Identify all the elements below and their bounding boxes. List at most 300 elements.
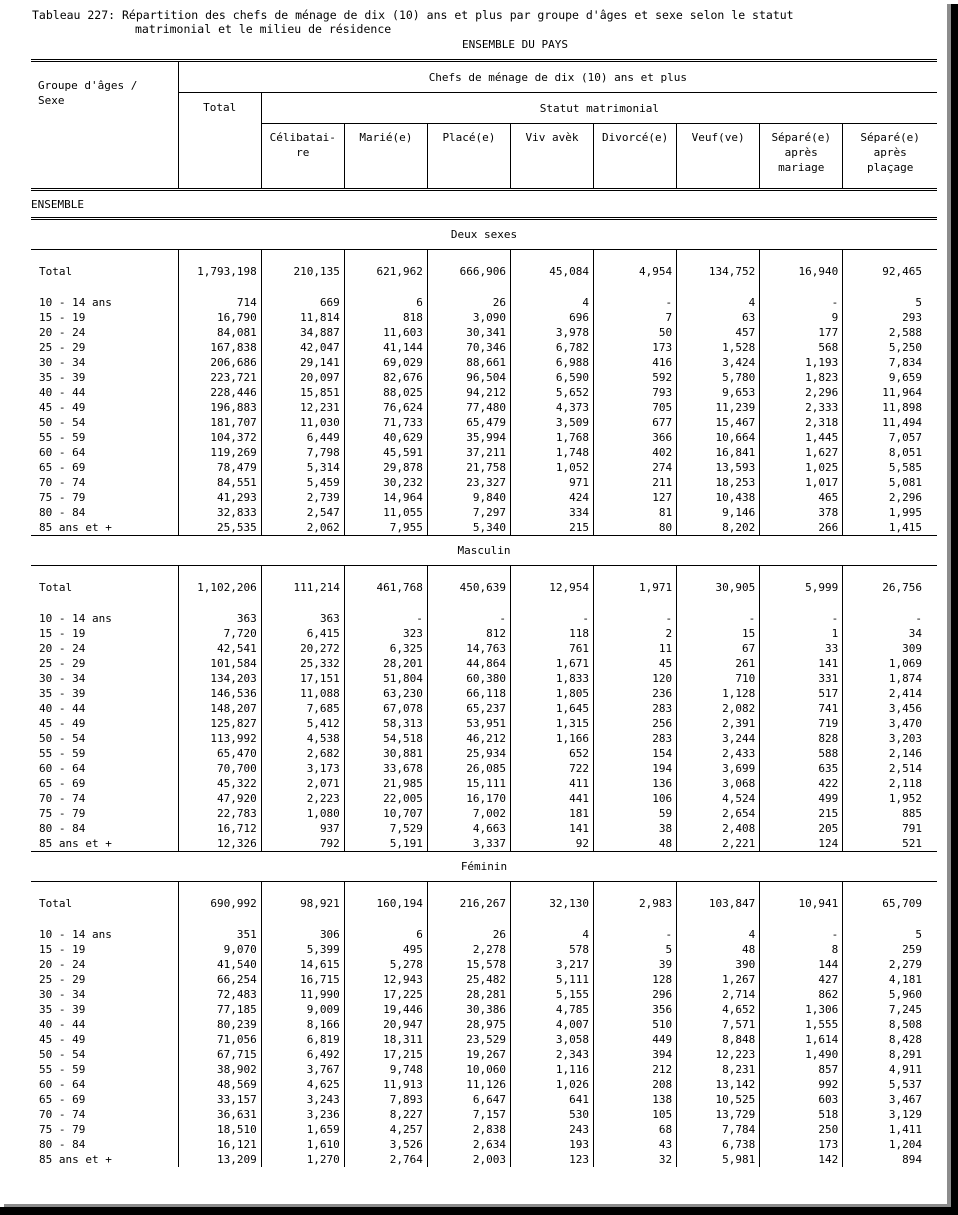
header-age-group	[31, 61, 178, 124]
page-shadow-right-dark	[951, 4, 958, 1215]
cell-value: 2,682	[261, 746, 344, 761]
cell-value: 2,433	[677, 746, 760, 761]
cell-value: 1,052	[510, 460, 593, 475]
table-row	[31, 340, 937, 355]
cell-value: 5,250	[888, 341, 922, 354]
cell-value: 25,332	[261, 656, 344, 671]
cell-value: 32,833	[178, 505, 261, 520]
table-row	[31, 475, 937, 490]
cell-value: 792	[261, 836, 344, 852]
spacer-cell	[427, 912, 510, 927]
cell-value: 6	[344, 295, 427, 310]
row-label: 50 - 54	[31, 415, 178, 430]
cell-value: 22,005	[344, 791, 427, 806]
cell-value: 6,738	[677, 1137, 760, 1152]
cell-value: 20,947	[344, 1017, 427, 1032]
section-title: Deux sexes	[31, 219, 937, 250]
table-title-line-2: matrimonial et le milieu de résidence	[135, 22, 392, 36]
spacer-cell	[843, 596, 937, 611]
table-row	[31, 1047, 937, 1062]
cell-value: 22,783	[178, 806, 261, 821]
cell-value: 356	[594, 1002, 677, 1017]
cell-value: 19,446	[344, 1002, 427, 1017]
header-column-line: mariage	[778, 161, 825, 174]
cell-value: 212	[594, 1062, 677, 1077]
spacer-cell	[344, 596, 427, 611]
spacer-cell	[760, 596, 843, 611]
table-row	[31, 430, 937, 445]
cell-value: 1,193	[760, 355, 843, 370]
cell-value: 3,058	[510, 1032, 593, 1047]
cell-value: 8	[760, 942, 843, 957]
header-statut-matrimonial: Statut matrimonial	[261, 93, 937, 124]
cell-value: 18,510	[178, 1122, 261, 1137]
cell-value: 1,025	[760, 460, 843, 475]
row-label: 35 - 39	[31, 686, 178, 701]
table-row	[31, 671, 937, 686]
cell-value: 146,536	[178, 686, 261, 701]
cell-value: 6,647	[427, 1092, 510, 1107]
table-row	[31, 1092, 937, 1107]
cell-value: 5,652	[510, 385, 593, 400]
cell-value: 1,659	[261, 1122, 344, 1137]
table-row	[31, 1077, 937, 1092]
cell-value: 1	[760, 626, 843, 641]
cell-value: 243	[510, 1122, 593, 1137]
cell-value: 1,116	[510, 1062, 593, 1077]
cell-value: 36,631	[178, 1107, 261, 1122]
cell-value: 6,325	[344, 641, 427, 656]
header-age-group-line-1: Groupe d'âges /	[38, 78, 138, 92]
table-row	[31, 611, 937, 626]
cell-value: 296	[594, 987, 677, 1002]
cell-value: 1,748	[510, 445, 593, 460]
cell-value: 4	[677, 927, 760, 942]
cell-value: 2,654	[677, 806, 760, 821]
row-label: 30 - 34	[31, 987, 178, 1002]
cell-value: 710	[677, 671, 760, 686]
cell-value: 635	[760, 761, 843, 776]
cell-value: 30,905	[677, 566, 760, 597]
table-row	[31, 1002, 937, 1017]
cell-value: 14,615	[261, 957, 344, 972]
cell-value: 12,954	[510, 566, 593, 597]
cell-value: 20,097	[261, 370, 344, 385]
cell-value: 17,225	[344, 987, 427, 1002]
table-row	[31, 415, 937, 430]
cell-value: 42,047	[261, 340, 344, 355]
cell-value: 2,221	[677, 836, 760, 852]
section-title: Masculin	[31, 536, 937, 566]
cell-value: 11,239	[677, 400, 760, 415]
cell-value: 4,524	[677, 791, 760, 806]
table-row	[31, 1152, 937, 1167]
cell-value: 12,326	[178, 836, 261, 852]
cell-value: 26,085	[427, 761, 510, 776]
spacer-cell	[677, 912, 760, 927]
cell-value: 2,296	[760, 385, 843, 400]
cell-value: 5,111	[510, 972, 593, 987]
cell-value: 30,341	[427, 325, 510, 340]
cell-value: 2,223	[261, 791, 344, 806]
cell-value: 34	[908, 627, 922, 640]
cell-value: 16,790	[178, 310, 261, 325]
cell-value: 6	[344, 927, 427, 942]
cell-value: 65,237	[427, 701, 510, 716]
cell-value: 144	[760, 957, 843, 972]
cell-value: 652	[510, 746, 593, 761]
cell-value: 33	[760, 641, 843, 656]
table-row	[31, 370, 937, 385]
cell-value: 2,146	[888, 747, 922, 760]
row-label: 75 - 79	[31, 806, 178, 821]
cell-value: 2,838	[427, 1122, 510, 1137]
cell-value: 136	[594, 776, 677, 791]
cell-value: 32,130	[510, 882, 593, 913]
table-row	[31, 626, 937, 641]
spacer-cell	[31, 280, 178, 295]
cell-value: 154	[594, 746, 677, 761]
cell-value: 134,203	[178, 671, 261, 686]
cell-value: 4,007	[510, 1017, 593, 1032]
cell-value: 84,551	[178, 475, 261, 490]
cell-value: 35,994	[427, 430, 510, 445]
cell-value: 123	[510, 1152, 593, 1167]
cell-value: 125,827	[178, 716, 261, 731]
row-label: 60 - 64	[31, 1077, 178, 1092]
cell-value: 215	[510, 520, 593, 536]
spacer-cell	[31, 912, 178, 927]
cell-value: 530	[510, 1107, 593, 1122]
cell-value: 23,529	[427, 1032, 510, 1047]
row-label: 25 - 29	[31, 972, 178, 987]
cell-value: 5,278	[344, 957, 427, 972]
cell-value: 33,678	[344, 761, 427, 776]
cell-value: 103,847	[677, 882, 760, 913]
cell-value: 2,514	[888, 762, 922, 775]
cell-value: 53,951	[427, 716, 510, 731]
cell-value: 1,528	[677, 340, 760, 355]
cell-value: -	[760, 295, 843, 310]
table-row	[31, 686, 937, 701]
cell-value: 592	[594, 370, 677, 385]
cell-value: 1,445	[760, 430, 843, 445]
cell-value: -	[760, 927, 843, 942]
cell-value: 16,170	[427, 791, 510, 806]
cell-value: 1,614	[760, 1032, 843, 1047]
cell-value: 7,685	[261, 701, 344, 716]
cell-value: 18,311	[344, 1032, 427, 1047]
cell-value: 215	[760, 806, 843, 821]
cell-value: 59	[594, 806, 677, 821]
spacer-cell	[344, 280, 427, 295]
cell-value: 366	[594, 430, 677, 445]
cell-value: 5,399	[261, 942, 344, 957]
spacer-cell	[261, 596, 344, 611]
cell-value: 378	[760, 505, 843, 520]
table-row	[31, 460, 937, 475]
cell-value: 173	[594, 340, 677, 355]
row-label: 65 - 69	[31, 776, 178, 791]
cell-value: 517	[760, 686, 843, 701]
row-label: 55 - 59	[31, 746, 178, 761]
spacer-cell	[760, 912, 843, 927]
cell-value: 16,121	[178, 1137, 261, 1152]
header-column	[594, 124, 677, 190]
cell-value: 4,625	[261, 1077, 344, 1092]
spacer-cell	[427, 596, 510, 611]
cell-value: 1,874	[888, 672, 922, 685]
cell-value: 46,212	[427, 731, 510, 746]
row-label: 10 - 14 ans	[31, 927, 178, 942]
spacer-cell	[677, 596, 760, 611]
cell-value: 23,327	[427, 475, 510, 490]
cell-value: 1,610	[261, 1137, 344, 1152]
header-column	[427, 124, 510, 190]
header-column-line: Séparé(e)	[771, 131, 832, 144]
header-column	[843, 124, 937, 190]
cell-value: 20,272	[261, 641, 344, 656]
cell-value: 1,267	[677, 972, 760, 987]
table-row	[31, 1017, 937, 1032]
row-label: 85 ans et +	[31, 836, 178, 852]
cell-value: 256	[594, 716, 677, 731]
cell-value: 2	[594, 626, 677, 641]
cell-value: 128	[594, 972, 677, 987]
cell-value: 1,971	[594, 566, 677, 597]
table-row	[31, 746, 937, 761]
cell-value: 331	[760, 671, 843, 686]
row-label: 80 - 84	[31, 1137, 178, 1152]
row-label: 60 - 64	[31, 761, 178, 776]
cell-value: 2,318	[760, 415, 843, 430]
cell-value: 65,479	[427, 415, 510, 430]
row-label: 20 - 24	[31, 641, 178, 656]
spacer-cell	[760, 280, 843, 295]
cell-value: 141	[510, 821, 593, 836]
cell-value: 10,664	[677, 430, 760, 445]
cell-value: 12,223	[677, 1047, 760, 1062]
cell-value: 18,253	[677, 475, 760, 490]
cell-value: 1,069	[888, 657, 922, 670]
spacer-cell	[594, 280, 677, 295]
cell-value: 38	[594, 821, 677, 836]
spacer-cell	[510, 280, 593, 295]
cell-value: 7,893	[344, 1092, 427, 1107]
header-column	[261, 124, 344, 190]
cell-value: 1,555	[760, 1017, 843, 1032]
cell-value: 3,526	[344, 1137, 427, 1152]
spacer-cell	[261, 912, 344, 927]
cell-value: 104,372	[178, 430, 261, 445]
row-label: 35 - 39	[31, 370, 178, 385]
table-row	[31, 927, 937, 942]
row-label: Total	[31, 566, 178, 597]
cell-value: 11,494	[882, 416, 922, 429]
cell-value: 9,840	[427, 490, 510, 505]
cell-value: 76,624	[344, 400, 427, 415]
table-row	[31, 957, 937, 972]
spacer-cell	[178, 596, 261, 611]
cell-value: 714	[178, 295, 261, 310]
cell-value: 8,291	[888, 1048, 922, 1061]
cell-value: 719	[760, 716, 843, 731]
cell-value: 71,733	[344, 415, 427, 430]
row-label: Total	[31, 882, 178, 913]
table-row	[31, 385, 937, 400]
spacer-cell	[427, 280, 510, 295]
cell-value: 669	[261, 295, 344, 310]
cell-value: 696	[510, 310, 593, 325]
cell-value: 208	[594, 1077, 677, 1092]
cell-value: 26,756	[882, 581, 922, 594]
cell-value: -	[594, 611, 677, 626]
cell-value: 424	[510, 490, 593, 505]
row-label: 85 ans et +	[31, 1152, 178, 1167]
table-row	[31, 445, 937, 460]
cell-value: 15,851	[261, 385, 344, 400]
cell-value: 160,194	[344, 882, 427, 913]
cell-value: 17,215	[344, 1047, 427, 1062]
row-label: Total	[31, 250, 178, 281]
cell-value: 3,470	[888, 717, 922, 730]
cell-value: 15,467	[677, 415, 760, 430]
cell-value: 88,661	[427, 355, 510, 370]
cell-value: 28,975	[427, 1017, 510, 1032]
statistics-table	[31, 59, 937, 1167]
cell-value: 7,002	[427, 806, 510, 821]
cell-value: 50	[594, 325, 677, 340]
header-column-line: après	[784, 146, 818, 159]
cell-value: 71,056	[178, 1032, 261, 1047]
row-label: 40 - 44	[31, 1017, 178, 1032]
cell-value: 11,898	[882, 401, 922, 414]
cell-value: 1,627	[760, 445, 843, 460]
cell-value: 88,025	[344, 385, 427, 400]
cell-value: 38,902	[178, 1062, 261, 1077]
cell-value: 690,992	[178, 882, 261, 913]
spacer-cell	[178, 280, 261, 295]
cell-value: 3,467	[888, 1093, 922, 1106]
cell-value: 14,763	[427, 641, 510, 656]
row-label: 15 - 19	[31, 310, 178, 325]
row-label: 45 - 49	[31, 1032, 178, 1047]
spacer-cell	[843, 280, 937, 295]
cell-value: 206,686	[178, 355, 261, 370]
cell-value: 3,456	[888, 702, 922, 715]
cell-value: 3,173	[261, 761, 344, 776]
cell-value: 283	[594, 701, 677, 716]
cell-value: 14,964	[344, 490, 427, 505]
row-label: 55 - 59	[31, 430, 178, 445]
cell-value: 449	[594, 1032, 677, 1047]
header-column-line: plaçage	[866, 161, 914, 174]
row-label: 10 - 14 ans	[31, 611, 178, 626]
table-row	[31, 806, 937, 821]
cell-value: 5,960	[888, 988, 922, 1001]
cell-value: 568	[760, 340, 843, 355]
cell-value: 17,151	[261, 671, 344, 686]
table-row	[31, 942, 937, 957]
table-row	[31, 1062, 937, 1077]
cell-value: 60,380	[427, 671, 510, 686]
cell-value: 3,424	[677, 355, 760, 370]
cell-value: -	[594, 927, 677, 942]
cell-value: 11,964	[882, 386, 922, 399]
cell-value: 80,239	[178, 1017, 261, 1032]
table-row	[31, 987, 937, 1002]
cell-value: 66,254	[178, 972, 261, 987]
cell-value: 2,714	[677, 987, 760, 1002]
row-label: 35 - 39	[31, 1002, 178, 1017]
cell-value: 2,983	[594, 882, 677, 913]
header-column	[677, 124, 760, 190]
cell-value: 1,823	[760, 370, 843, 385]
cell-value: 44,864	[427, 656, 510, 671]
cell-value: 666,906	[427, 250, 510, 281]
cell-value: 461,768	[344, 566, 427, 597]
cell-value: 441	[510, 791, 593, 806]
cell-value: 28,281	[427, 987, 510, 1002]
cell-value: 10,707	[344, 806, 427, 821]
cell-value: 5,412	[261, 716, 344, 731]
cell-value: 250	[760, 1122, 843, 1137]
header-total: Total	[178, 93, 261, 190]
cell-value: 8,166	[261, 1017, 344, 1032]
cell-value: 1,768	[510, 430, 593, 445]
cell-value: 111,214	[261, 566, 344, 597]
cell-value: 4,181	[888, 973, 922, 986]
cell-value: 9	[760, 310, 843, 325]
cell-value: 98,921	[261, 882, 344, 913]
cell-value: 1,026	[510, 1077, 593, 1092]
cell-value: 65,470	[178, 746, 261, 761]
spacer-cell	[178, 912, 261, 927]
header-column-line: Divorcé(e)	[601, 131, 669, 144]
cell-value: 48,569	[178, 1077, 261, 1092]
table-row	[31, 761, 937, 776]
spacer-cell	[843, 912, 937, 927]
row-label: 15 - 19	[31, 626, 178, 641]
cell-value: 58,313	[344, 716, 427, 731]
cell-value: 33,157	[178, 1092, 261, 1107]
cell-value: 3,203	[888, 732, 922, 745]
cell-value: 148,207	[178, 701, 261, 716]
cell-value: 4,785	[510, 1002, 593, 1017]
table-title	[32, 8, 794, 36]
cell-value: 3,244	[677, 731, 760, 746]
table-row	[31, 505, 937, 520]
spacer-cell	[344, 912, 427, 927]
cell-value: 1,102,206	[178, 566, 261, 597]
cell-value: 510	[594, 1017, 677, 1032]
cell-value: 621,962	[344, 250, 427, 281]
cell-value: 205	[760, 821, 843, 836]
table-row	[31, 641, 937, 656]
cell-value: 210,135	[261, 250, 344, 281]
cell-value: 120	[594, 671, 677, 686]
cell-value: 457	[677, 325, 760, 340]
cell-value: 5,999	[760, 566, 843, 597]
cell-value: 5,981	[677, 1152, 760, 1167]
table-row	[31, 821, 937, 836]
table-row	[31, 731, 937, 746]
cell-value: 173	[760, 1137, 843, 1152]
cell-value: 16,712	[178, 821, 261, 836]
cell-value: 4,911	[888, 1063, 922, 1076]
cell-value: 193	[510, 1137, 593, 1152]
cell-value: 1,833	[510, 671, 593, 686]
